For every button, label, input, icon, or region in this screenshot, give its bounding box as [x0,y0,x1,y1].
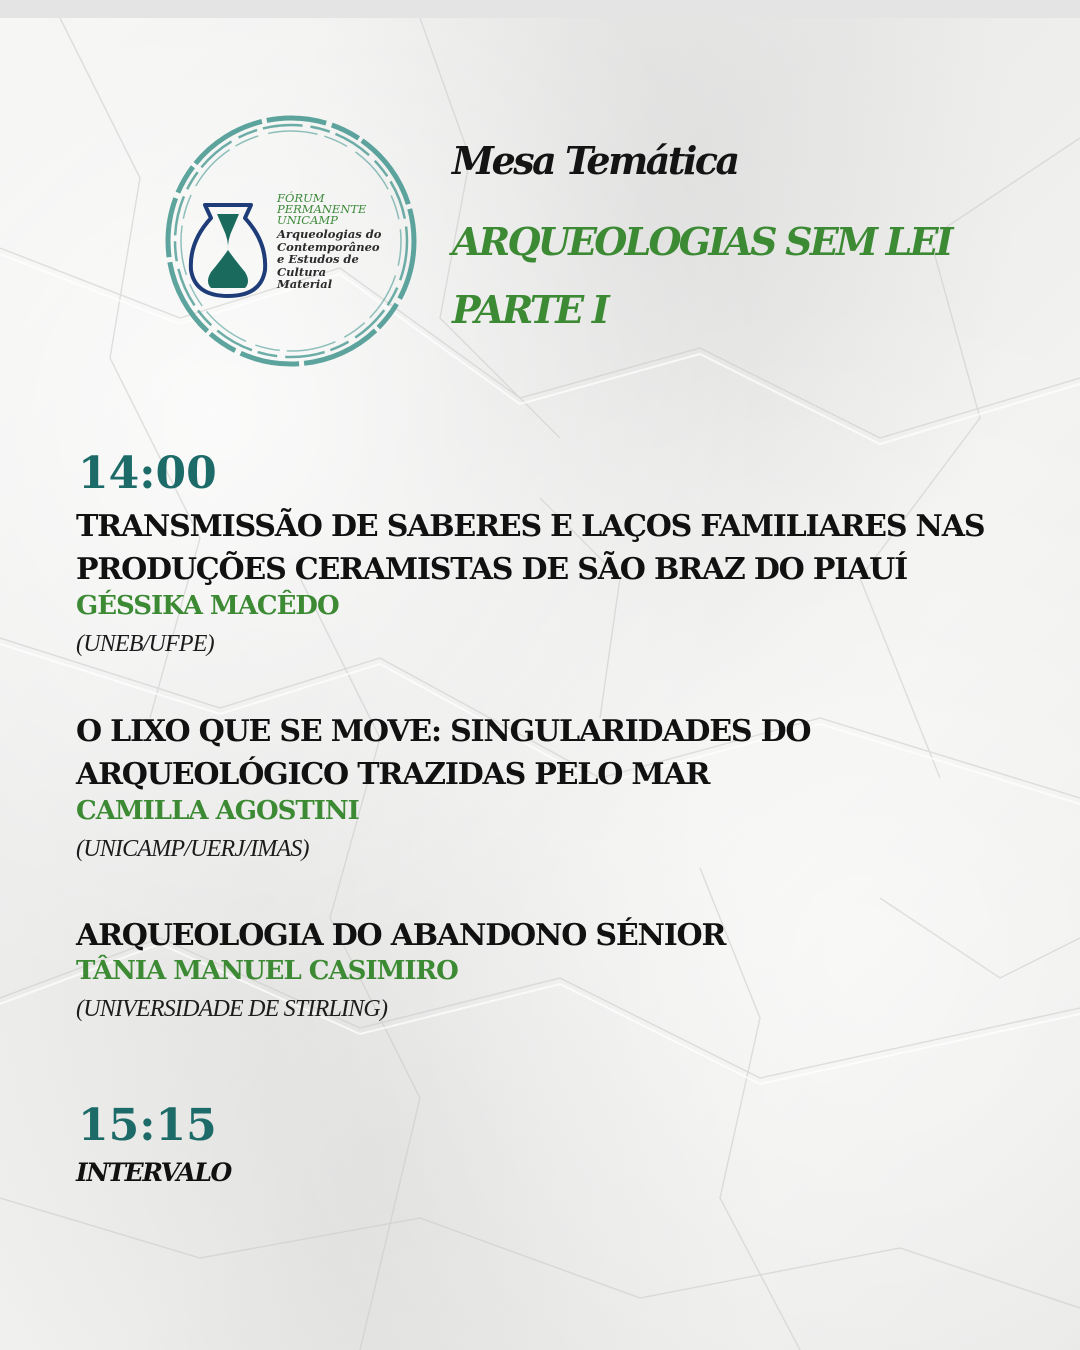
talk-affiliation: (UNICAMP/UERJ/IMAS) [76,836,309,862]
session-title-line: ARQUEOLOGIAS SEM LEI [452,219,951,264]
talk-speaker: TÂNIA MANUEL CASIMIRO [76,956,458,986]
logo-name-line: Material [277,277,333,291]
forum-logo [155,110,427,372]
talk-title-line: PRODUÇÕES CERAMISTAS DE SÃO BRAZ DO PIAUÍ [76,552,907,587]
session-title-line: PARTE I [452,287,607,332]
logo-name-line: Contemporâneo [277,239,380,254]
logo-name-line: Cultura [277,264,327,279]
talk-title-line: ARQUEOLÓGICO TRAZIDAS PELO MAR [76,757,710,792]
talk-title-line: O LIXO QUE SE MOVE: SINGULARIDADES DO [76,714,811,749]
talk-speaker: CAMILLA AGOSTINI [76,796,359,826]
slot-time: 14:00 [78,448,217,499]
session-kicker: Mesa Temática [452,138,738,183]
logo-line: FÓRUM [277,191,325,205]
vase-icon [191,205,265,296]
talk-speaker: GÉSSIKA MACÊDO [76,591,339,621]
logo-name-line: e Estudos de [277,252,359,266]
talk-affiliation: (UNIVERSIDADE DE STIRLING) [76,996,388,1022]
logo-name-line: Arqueologias do [277,227,382,241]
talk-affiliation: (UNEB/UFPE) [76,631,214,657]
talk-title-line: TRANSMISSÃO DE SABERES E LAÇOS FAMILIARES NAS [76,509,985,544]
session-title [452,208,951,344]
talk-title [76,710,810,796]
talk-title-line: ARQUEOLOGIA DO ABANDONO SÉNIOR [76,918,726,953]
poster [0,18,1080,1350]
logo-line: PERMANENTE [277,202,367,216]
slot-time: 15:15 [78,1100,217,1151]
logo-forum-name [277,228,397,291]
break-label: INTERVALO [76,1158,231,1187]
talk-title [76,505,984,591]
talk-title [76,914,725,957]
logo-line: UNICAMP [277,213,338,227]
logo-forum-label [277,193,387,226]
